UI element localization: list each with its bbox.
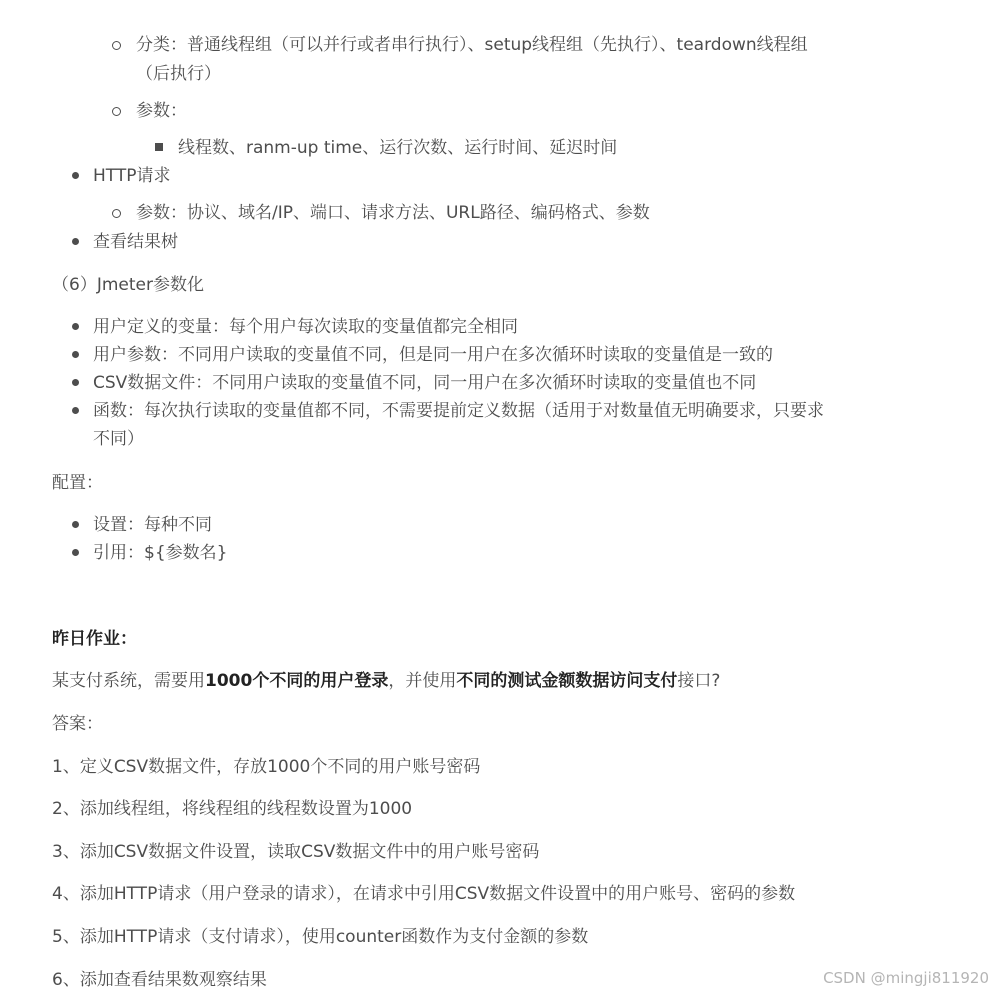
section-6-title: （6）Jmeter参数化 xyxy=(52,275,204,295)
disc-bullet-icon xyxy=(72,379,79,386)
config-item: 引用：${参数名} xyxy=(93,543,228,563)
answer-step: 1、定义CSV数据文件，存放1000个不同的用户账号密码 xyxy=(52,757,481,777)
param-method-item: 用户定义的变量：每个用户每次读取的变量值都完全相同 xyxy=(93,317,518,337)
answer-step: 5、添加HTTP请求（支付请求），使用counter函数作为支付金额的参数 xyxy=(52,927,589,947)
circle-bullet-icon xyxy=(112,209,121,218)
circle-bullet-icon xyxy=(112,107,121,116)
http-request-params: 参数：协议、域名/IP、端口、请求方法、URL路径、编码格式、参数 xyxy=(136,203,650,223)
param-method-item-cont: 不同） xyxy=(93,429,144,449)
thread-group-classification: 分类：普通线程组（可以并行或者串行执行）、setup线程组（先执行）、teardown线程组 xyxy=(136,35,808,55)
question-bold-amount: 不同的测试金额数据访问支付 xyxy=(456,671,678,691)
circle-bullet-icon xyxy=(112,41,121,50)
question-text: 某支付系统，需要用 xyxy=(52,671,205,691)
thread-group-params-label: 参数： xyxy=(136,101,187,121)
disc-bullet-icon xyxy=(72,351,79,358)
thread-group-params-detail: 线程数、ranm-up time、运行次数、运行时间、延迟时间 xyxy=(178,138,618,158)
question-bold-users: 1000个不同的用户登录 xyxy=(205,671,389,691)
param-method-item: 用户参数：不同用户读取的变量值不同，但是同一用户在多次循环时读取的变量值是一致的 xyxy=(93,345,773,365)
question-text: ，并使用 xyxy=(388,671,457,691)
disc-bullet-icon xyxy=(72,172,79,179)
disc-bullet-icon xyxy=(72,323,79,330)
homework-title: 昨日作业： xyxy=(52,629,137,649)
result-tree-label: 查看结果树 xyxy=(93,232,178,252)
http-request-label: HTTP请求 xyxy=(93,166,171,186)
answer-step: 6、添加查看结果数观察结果 xyxy=(52,970,267,990)
disc-bullet-icon xyxy=(72,549,79,556)
thread-group-classification-cont: （后执行） xyxy=(136,64,221,84)
homework-question xyxy=(52,668,720,694)
answer-step: 3、添加CSV数据文件设置，读取CSV数据文件中的用户账号密码 xyxy=(52,842,540,862)
disc-bullet-icon xyxy=(72,521,79,528)
answer-label: 答案： xyxy=(52,714,103,734)
config-label: 配置： xyxy=(52,473,103,493)
disc-bullet-icon xyxy=(72,407,79,414)
disc-bullet-icon xyxy=(72,238,79,245)
square-bullet-icon xyxy=(155,143,163,151)
param-method-item: CSV数据文件：不同用户读取的变量值不同，同一用户在多次循环时读取的变量值也不同 xyxy=(93,373,757,393)
param-method-item: 函数：每次执行读取的变量值都不同，不需要提前定义数据（适用于对数量值无明确要求，只要求 xyxy=(93,401,824,421)
csdn-watermark: CSDN @mingji811920 xyxy=(823,969,989,987)
question-text: 接口? xyxy=(677,671,721,691)
answer-step: 2、添加线程组，将线程组的线程数设置为1000 xyxy=(52,799,413,819)
answer-step: 4、添加HTTP请求（用户登录的请求），在请求中引用CSV数据文件设置中的用户账号、密码的参数 xyxy=(52,884,796,904)
config-item: 设置：每种不同 xyxy=(93,515,212,535)
